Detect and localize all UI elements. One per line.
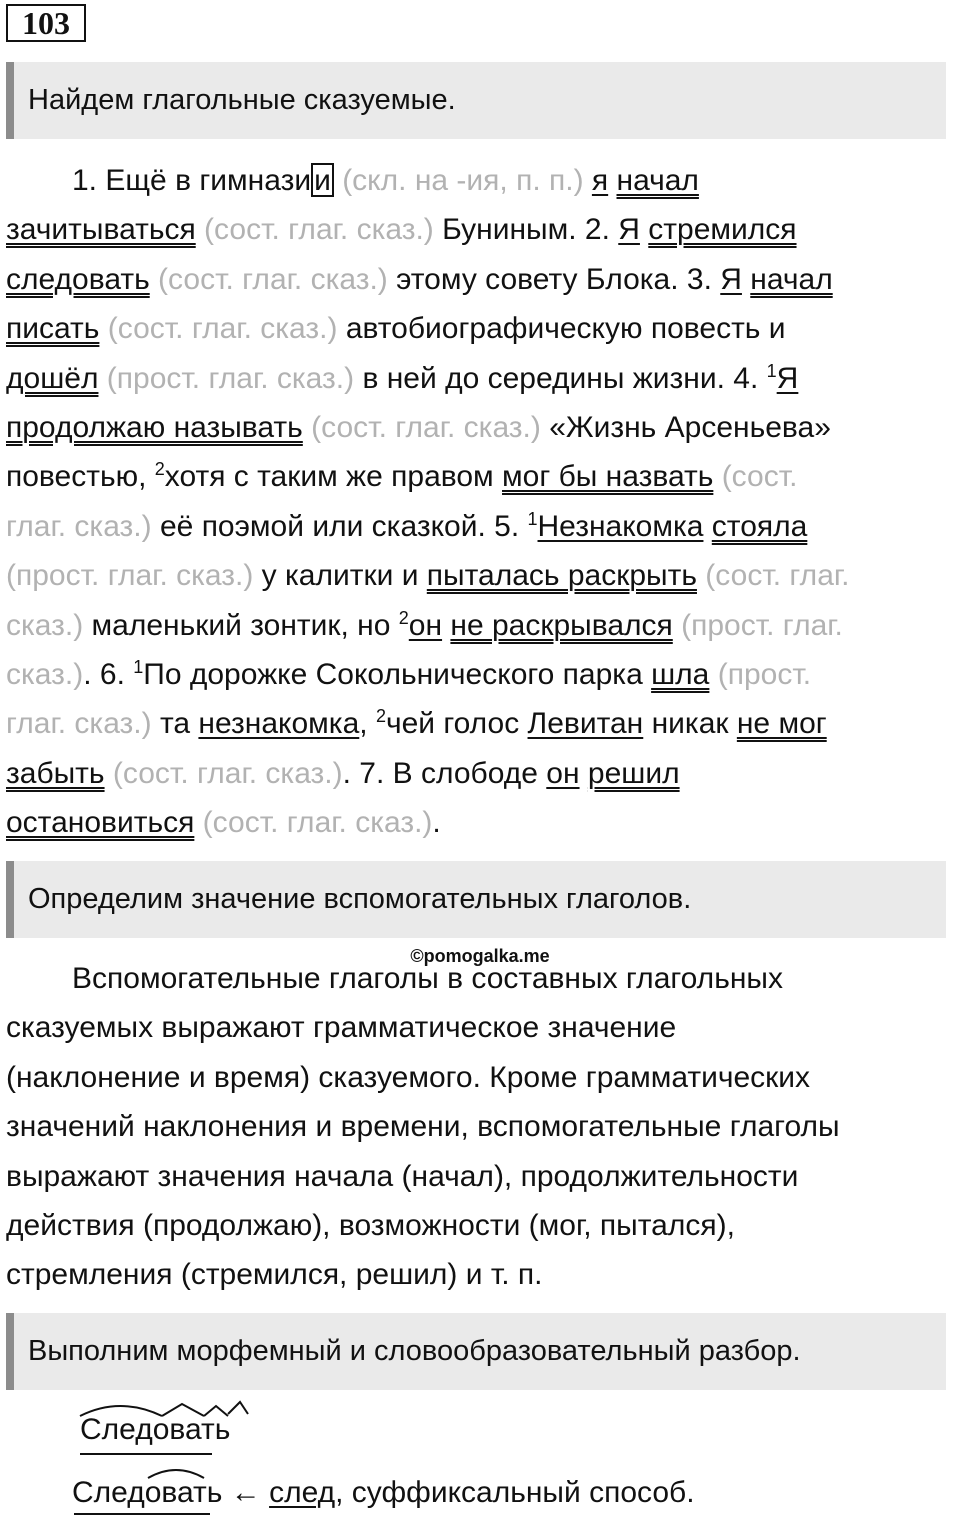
suffix-caret — [228, 1402, 248, 1414]
suffix-arc — [148, 1470, 204, 1478]
predicate: стояла — [711, 509, 808, 543]
subject: незнакомка — [198, 707, 360, 741]
text-line: глаг. сказ.) та незнакомка, $^2$чей голос Левитан никак не мог — [6, 706, 827, 741]
predicate: продолжаю называть — [6, 410, 303, 444]
text-line: значений наклонения и времени, вспомогательные глаголы — [6, 1110, 840, 1144]
predicate: следовать — [6, 262, 150, 296]
predicate: шла — [651, 657, 710, 691]
predicate: начал — [616, 164, 699, 197]
derived-word: Следовать — [72, 1476, 223, 1509]
text-line: стремления (стремился, решил) и т. п. — [6, 1258, 543, 1292]
predicate: начал — [750, 262, 833, 296]
text-line: выражают значения начала (начал), продолжительности — [6, 1159, 799, 1193]
task-number: 103 — [6, 4, 86, 42]
text-line: забыть (сост. глаг. сказ.). 7. В слободе он решил — [6, 756, 680, 790]
predicate: дошёл — [6, 361, 99, 395]
predicate: решил — [587, 756, 680, 790]
text-line: (прост. глаг. сказ.) у калитки и пыталась раскрыть (сост. глаг. — [6, 559, 850, 593]
predicate: зачитываться — [6, 213, 196, 247]
text-line: Вспомогательные глаголы в составных глагольных — [72, 962, 783, 995]
text-line: продолжаю называть (сост. глаг. сказ.) «Жизнь Арсеньева» — [6, 410, 831, 444]
text-line: остановиться (сост. глаг. сказ.). — [6, 806, 441, 840]
text-line: дошёл (прост. глаг. сказ.) в ней до середины жизни. 4. $^1$Я — [6, 360, 799, 395]
text-line: следовать (сост. глаг. сказ.) этому совету Блока. 3. Я начал — [6, 262, 833, 296]
derivation-marks — [72, 1464, 232, 1520]
predicate: мог бы назвать — [502, 460, 714, 494]
suffix-caret — [204, 1406, 228, 1416]
subject: Левитан — [527, 707, 644, 741]
arrow-icon: ← — [230, 1476, 261, 1509]
section-header-predicates: Найдем глагольные сказуемые. — [6, 62, 946, 139]
text-line: (наклонение и время) сказуемого. Кроме грамматических — [6, 1060, 811, 1094]
suffix-caret — [162, 1404, 204, 1416]
predicate: забыть — [6, 756, 105, 790]
predicates-paragraph — [6, 156, 954, 847]
text-line: сказуемых выражают грамматическое значение — [6, 1011, 677, 1045]
morpheme-marks — [76, 1398, 256, 1462]
section-header-auxiliary: Определим значение вспомогательных глаголов. — [6, 861, 946, 938]
text-line: 1. Ещё в гимнази и (скл. на -ия, п. п.) я начал — [72, 164, 699, 197]
predicate: остановиться — [6, 806, 195, 840]
subject: Я — [618, 213, 640, 247]
subject: он — [408, 608, 443, 642]
text-line: зачитываться (сост. глаг. сказ.) Буниным. 2. Я стремился — [6, 213, 797, 247]
subject: Я — [720, 262, 742, 296]
subject: Я — [776, 361, 799, 395]
text-line: писать (сост. глаг. сказ.) автобиографическую повесть и — [6, 312, 786, 346]
watermark: ©pomogalka.me — [410, 946, 550, 966]
predicate: не раскрывался — [450, 608, 673, 642]
subject: он — [546, 756, 580, 790]
highlighted-ending: и — [311, 163, 334, 197]
predicate: писать — [6, 312, 100, 346]
subject: Незнакомка — [537, 509, 704, 543]
text-line: сказ.). 6. $^1$По дорожке Сокольнического парка шла (прост. — [6, 656, 812, 691]
text-line: повестью, $^2$хотя с таким же правом мог бы назвать (сост. — [6, 459, 798, 494]
root-word: след — [269, 1476, 336, 1509]
root-arc — [80, 1406, 162, 1416]
predicate: стремился — [648, 213, 797, 247]
subject: я — [591, 164, 609, 197]
word-morphemic: Следовать — [80, 1413, 231, 1446]
text-line: глаг. сказ.) её поэмой или сказкой. 5. $^1$Незнакомка стояла — [6, 508, 808, 543]
predicate: пыталась раскрыть — [426, 559, 697, 593]
method-text: , суффиксальный способ. — [335, 1476, 695, 1509]
text-line: действия (продолжаю), возможности (мог, пытался), — [6, 1208, 735, 1242]
section-header-morphemic: Выполним морфемный и словообразовательный разбор. — [6, 1313, 946, 1390]
text-line: сказ.) маленький зонтик, но $^2$он не раскрывался (прост. глаг. — [6, 607, 843, 642]
explanation-paragraph — [6, 954, 954, 1300]
predicate: не мог — [736, 707, 827, 741]
